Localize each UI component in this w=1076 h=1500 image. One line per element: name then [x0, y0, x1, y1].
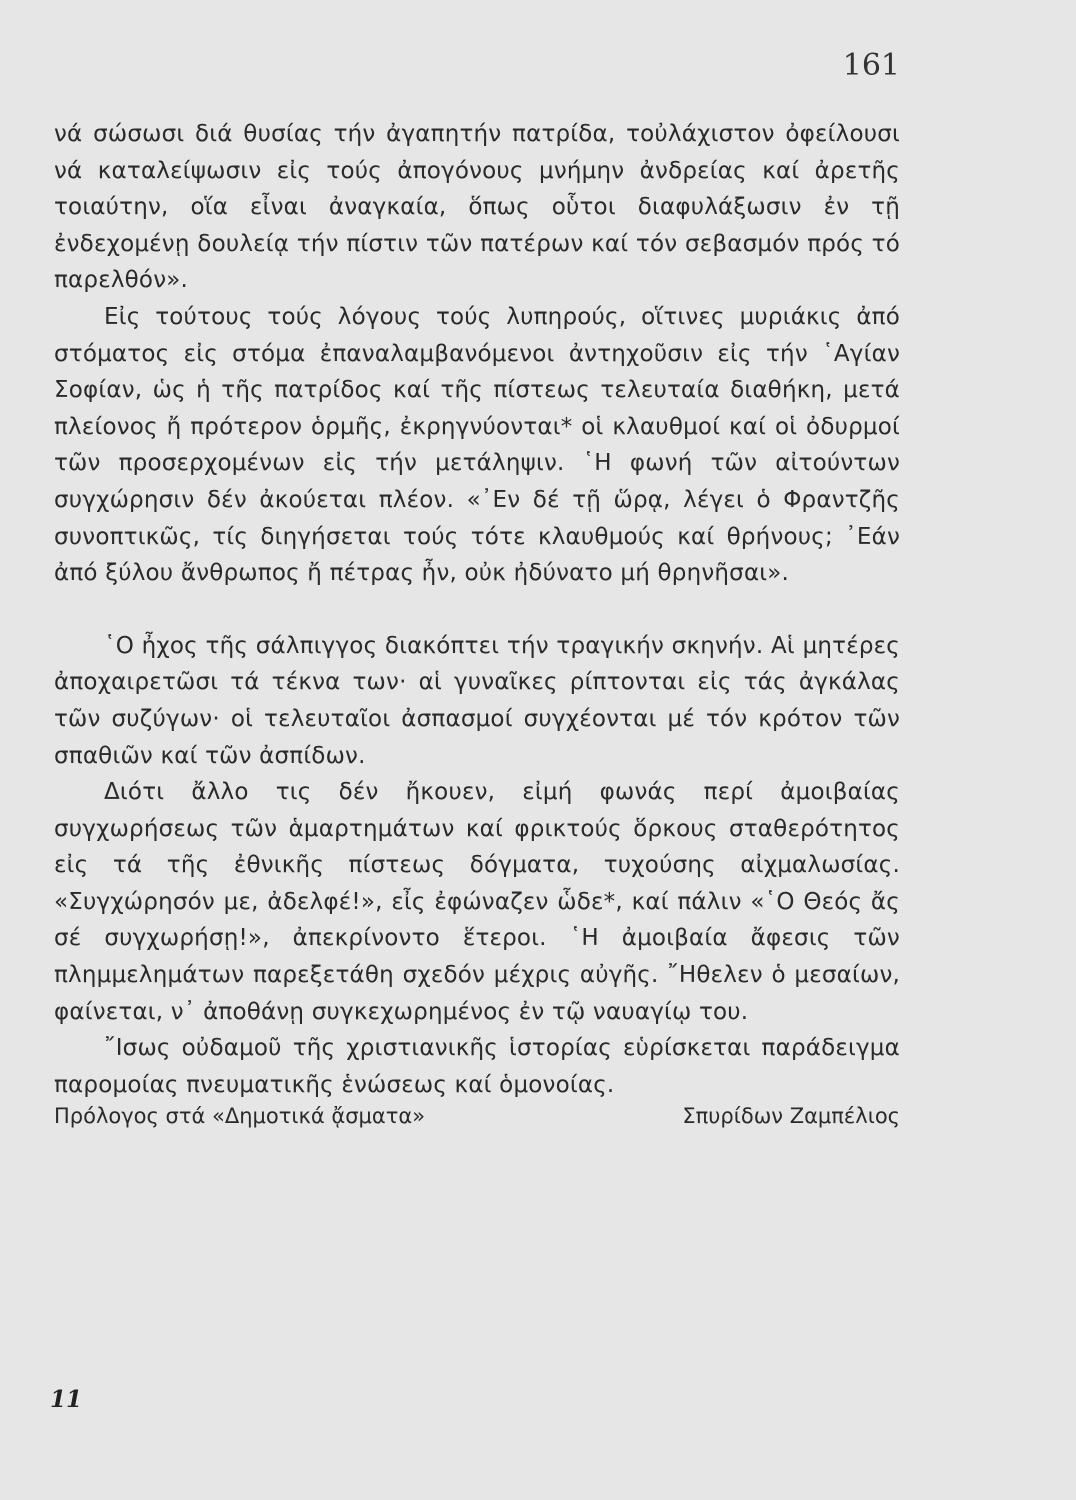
page-number: 161 [842, 48, 900, 83]
paragraph-4: Διότι ἄλλο τις δέν ἤκουεν, εἰμή φωνάς περί ἀμοιβαίας συγχωρήσεως τῶν ἁμαρτημάτων καί φρικτούς ὅρκους σταθερότητος εἰς τά τῆς ἐθνικῆς πίστεως δόγματα, τυχούσης αἰχμαλωσίας. «Συγχώρησόν με, ἀδελφέ!», εἶς ἐφώναζεν ὧδε*, καί πάλιν «῾Ο Θεός ἄς σέ συγχωρήσῃ!», ἀπεκρίνοντο ἕτεροι. ῾Η ἀμοιβαία ἄφεσις τῶν πλημμελημάτων παρεξετάθη σχεδόν μέχρις αὐγῆς. ῎Ηθελεν ὁ μεσαίων, φαίνεται, ν᾿ ἀποθάνῃ συγκεχωρημένος ἐν τῷ ναυαγίῳ του. [54, 779, 900, 1025]
paragraph-3: ῾Ο ἦχος τῆς σάλπιγγος διακόπτει τήν τραγικήν σκηνήν. Αἱ μητέρες ἀποχαιρετῶσι τά τέκνα των· αἱ γυναῖκες ρίπτονται εἰς τάς ἀγκάλας τῶν συζύγων· οἱ τελευταῖοι ἀσπασμοί συγχέονται μέ τόν κρότον τῶν σπαθιῶν καί τῶν ἀσπίδων. [54, 632, 900, 769]
source-citation: Πρόλογος στά «Δημοτικά ᾄσματα» [54, 1104, 426, 1128]
author-name: Σπυρίδων Ζαμπέλιος [682, 1104, 900, 1128]
signature-mark: 11 [50, 1386, 83, 1413]
footer [54, 1104, 900, 1128]
paragraph-2: Εἰς τούτους τούς λόγους τούς λυπηρούς, οἵτινες μυριάκις ἀπό στόματος εἰς στόμα ἐπαναλαμβανόμενοι ἀντηχοῦσιν εἰς τήν ῾Αγίαν Σοφίαν, ὡς ἡ τῆς πατρίδος καί τῆς πίστεως τελευταία διαθήκη, μετά πλείονος ἤ πρότερον ὁρμῆς, ἐκρηγνύονται* οἱ κλαυθμοί καί οἱ ὀδυρμοί τῶν προσερχομένων εἰς τήν μετάληψιν. ῾Η φωνή τῶν αἰτούντων συγχώρησιν δέν ἀκούεται πλέον. «᾿Εν δέ τῇ ὥρᾳ, λέγει ὁ Φραντζῆς συνοπτικῶς, τίς διηγήσεται τούς τότε κλαυθμούς καί θρήνους; ᾿Εάν ἀπό ξύλου ἄνθρωπος ἤ πέτρας ἦν, οὐκ ἠδύνατο μή θρηνῆσαι». [54, 303, 900, 587]
body-text [54, 116, 900, 1103]
paragraph-1: νά σώσωσι διά θυσίας τήν ἀγαπητήν πατρίδα, τοὐλάχιστον ὀφείλουσι νά καταλείψωσιν εἰς τούς ἀπογόνους μνήμην ἀνδρείας καί ἀρετῆς τοιαύτην, οἵα εἶναι ἀναγκαία, ὅπως οὗτοι διαφυλάξωσιν ἐν τῇ ἐνδεχομένῃ δουλείᾳ τήν πίστιν τῶν πατέρων καί τόν σεβασμόν πρός τό παρελθόν». [54, 121, 900, 294]
paragraph-5: ῎Ισως οὐδαμοῦ τῆς χριστιανικῆς ἱστορίας εὑρίσκεται παράδειγμα παρομοίας πνευματικῆς ἑνώσεως καί ὁμονοίας. [54, 1035, 900, 1098]
